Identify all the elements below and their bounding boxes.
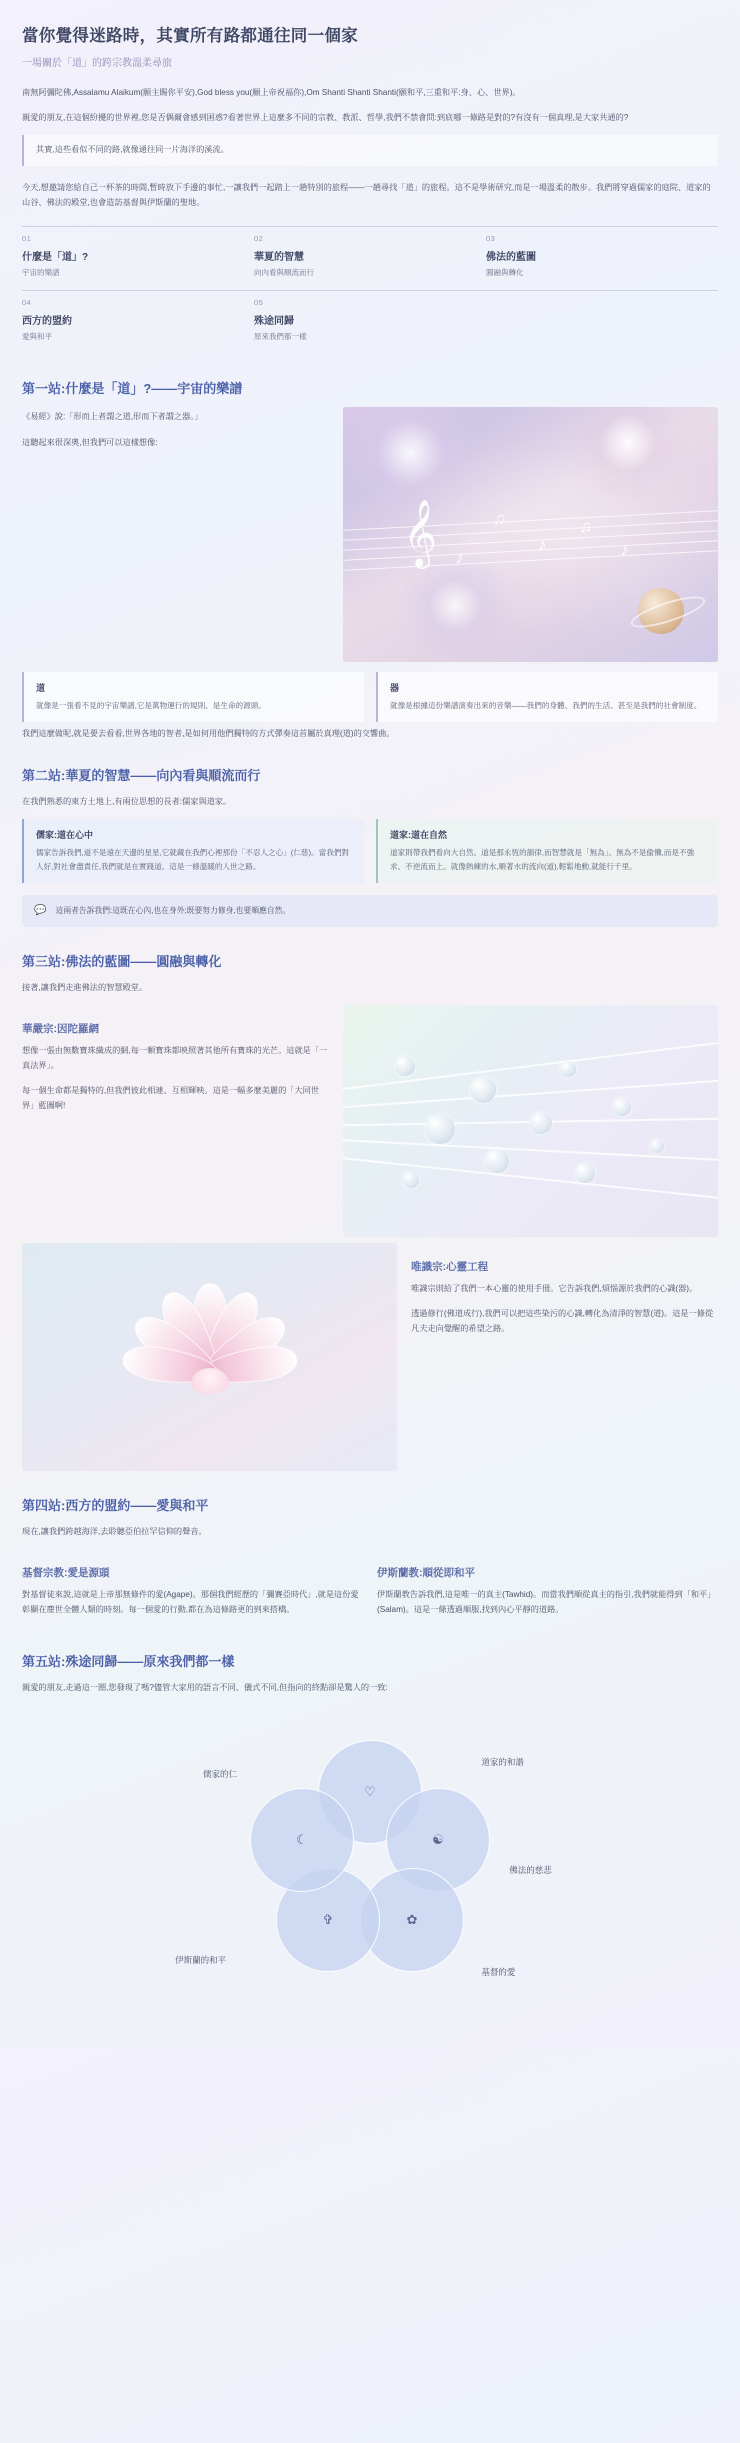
- weishi-text: [411, 1243, 718, 1347]
- pearl-icon: [560, 1061, 576, 1077]
- daoist-card-title: 道家:道在自然: [390, 830, 447, 841]
- confucian-card: [22, 819, 364, 882]
- petal-label-peace: 伊斯蘭的和平: [175, 1954, 227, 1965]
- net-wire: [343, 1079, 718, 1109]
- section-5-heading: 第五站:殊途同歸——原來我們都一樣: [22, 1654, 235, 1670]
- section-2-intro: 在我們熟悉的東方土地上,有兩位思想的長者:儒家與道家。: [22, 797, 232, 807]
- qi-card-title: 器: [390, 683, 400, 694]
- weishi-title: 唯識宗:心靈工程: [411, 1260, 489, 1273]
- huayan-paragraph-1: 想像一張由無數寶珠織成的網,每一顆寶珠都映照著其他所有寶珠的光芒。這就是「一真法界」。: [22, 1045, 328, 1071]
- music-note-icon: ♪: [455, 547, 464, 567]
- petal-label-ren: 儒家的仁: [202, 1768, 237, 1779]
- confucian-card-text: 儒家告訴我們,道不是遠在天邊的星星,它就藏在我們心裡那份「不忍人之心」(仁慈)。當我們對人好,對社會盡責任,我們就是在實踐道。這是一條溫暖的人世之路。: [36, 848, 350, 872]
- weishi-art: [22, 1243, 397, 1471]
- pearl-icon: [395, 1056, 415, 1076]
- yinyang-icon: ☯: [432, 1831, 444, 1847]
- pearl-icon: [575, 1163, 595, 1183]
- section-3-intro: 接著,讓我們走進佛法的智慧殿堂。: [22, 982, 148, 992]
- huayan-paragraph-2: 每一個生命都是獨特的,但我們彼此相連、互相輝映。這是一幅多麼美麗的「大同世界」藍圖啊!: [22, 1086, 320, 1111]
- daoist-card: [376, 819, 718, 882]
- station-title: 殊途同歸: [254, 316, 294, 328]
- station-desc: 宇宙的樂譜: [22, 268, 60, 278]
- section-1-text-line: 這聽起來很深奧,但我們可以這樣想像:: [22, 437, 158, 447]
- station-desc: 圓融與轉化: [486, 268, 524, 278]
- qi-card-text: 就像是根據這份樂譜演奏出來的音樂——我們的身體、我們的生活、甚至是我們的社會制度。: [390, 701, 702, 711]
- dao-card: [22, 672, 364, 722]
- music-note-icon: ♫: [492, 509, 506, 529]
- section-3-heading: 第三站:佛法的藍圖——圓融與轉化: [22, 953, 222, 969]
- weishi-paragraph-2: 透過修行(佛道成行),我們可以把這些染污的心識,轉化為清淨的智慧(道)。這是一條從凡夫走向覺醒的希望之路。: [411, 1309, 714, 1334]
- lotus-core: [191, 1368, 229, 1394]
- section-1-text: [22, 407, 329, 459]
- speech-bubble-icon: 💬: [34, 904, 47, 916]
- islam-paragraph: 伊斯蘭教告訴我們,這是唯一的真主(Tawhid)。而當我們順從真主的指引,我們就能得到「和平」(Salam)。這是一條透過順服,找到內心平靜的道路。: [377, 1590, 716, 1615]
- station-card-1: [22, 227, 254, 290]
- station-title: 華夏的智慧: [254, 252, 304, 264]
- section-1-split: [22, 407, 718, 662]
- section-5-intro: 親愛的朋友,走過這一圈,您發現了嗎?儘管大家用的語言不同、儀式不同,但指向的終點卻是驚人的一致:: [22, 1683, 388, 1693]
- christian-text: [22, 1549, 363, 1627]
- weishi-split: [22, 1243, 718, 1471]
- music-note-icon: ♪: [537, 534, 547, 554]
- station-card-3: [486, 227, 718, 290]
- lotus-illustration: [22, 1243, 397, 1471]
- station-card-4: [22, 291, 254, 354]
- qi-card: [376, 672, 718, 722]
- music-staff-icon: [343, 520, 718, 566]
- pearl-icon: [650, 1139, 664, 1153]
- station-row-2: [22, 290, 718, 354]
- unity-flower-diagram: [22, 1708, 718, 2008]
- section-1-quote: 《易經》說:「形而上者謂之道,形而下者謂之器。」: [22, 412, 203, 422]
- music-note-icon: ♫: [579, 517, 592, 537]
- petal-label-love: 基督的愛: [481, 1966, 516, 1977]
- section-1-cards: [22, 672, 718, 722]
- net-wire: [343, 1155, 718, 1199]
- pearl-icon: [403, 1172, 419, 1188]
- huayan-title: 華嚴宗:因陀羅網: [22, 1022, 99, 1035]
- flower-icon: ✿: [406, 1911, 418, 1927]
- christian-paragraph: 對基督徒來說,這就是上帝那無條件的愛(Agape)。那個我們經歷的「彌賽亞時代」,就是這份愛彰顯在塵世全體人類的時刻。每一個愛的行動,都在為這條路更的到來搭橋。: [22, 1590, 359, 1615]
- pearl-icon: [470, 1077, 496, 1103]
- islam-title: 伊斯蘭教:順從即和平: [377, 1567, 475, 1580]
- daoist-card-text: 道家則帶我們看向大自然。道是那永恆的韻律,而智慧就是「無為」。無為不是偷懶,而是不強求、不逆流而上。就像熱練的水,順著水的流向(道),輕鬆地動,就能行千里。: [390, 848, 695, 872]
- station-row-1: [22, 226, 718, 290]
- weishi-paragraph-1: 唯識宗則給了我們一本心靈的使用手冊。它告訴我們,煩惱源於我們的心識(器)。: [411, 1283, 698, 1293]
- confucian-card-title: 儒家:道在心中: [36, 830, 93, 841]
- heart-icon: ♡: [364, 1783, 376, 1799]
- section-2-cards: [22, 819, 718, 882]
- section-2-callout-text: 這兩者告訴我們:這既在心內,也在身外;既要努力修身,也要順應自然。: [55, 905, 291, 915]
- station-card-5: [254, 291, 486, 354]
- station-number: 03: [486, 234, 496, 244]
- section-4-heading: 第四站:西方的盟約——愛與和平: [22, 1497, 209, 1513]
- station-desc: 原來我們都一樣: [254, 332, 307, 342]
- station-title: 西方的盟約: [22, 316, 72, 328]
- station-overview-grid: [22, 226, 718, 354]
- petal-peace: [250, 1788, 354, 1892]
- station-card-2: [254, 227, 486, 290]
- dao-card-text: 就像是一張看不見的宇宙樂譜,它是萬物運行的規則、是生命的源頭。: [36, 701, 266, 711]
- section-2-callout: [22, 895, 718, 927]
- station-card-empty: [486, 291, 718, 354]
- station-title: 佛法的藍圖: [486, 252, 536, 264]
- pearl-icon: [613, 1098, 631, 1116]
- petal-label-compassion: 佛法的慈悲: [509, 1864, 552, 1875]
- station-number: 01: [22, 234, 32, 244]
- music-note-icon: ♪: [620, 540, 629, 560]
- galaxy-music-illustration: [343, 407, 718, 662]
- indras-net-illustration: [343, 1005, 718, 1237]
- station-number: 05: [254, 298, 264, 308]
- huayan-art: [343, 1005, 718, 1237]
- pearl-icon: [530, 1112, 552, 1134]
- station-title: 什麼是「道」?: [22, 252, 89, 264]
- intro-greeting: 南無阿彌陀佛,Assalamu Alaikum(願主賜你平安),God bless you(願上帝祝福你),Om Shanti Shanti Shanti(願和平,三重和平:身、心、世界)。: [22, 88, 521, 97]
- section-1-closing: 我們這麼做呢,就是要去看看,世界各地的智者,是如何用他們獨特的方式彈奏這首屬於真理(道)的交響曲。: [22, 729, 395, 739]
- page-title: 當你覺得迷路時，其實所有路都通往同一個家: [22, 27, 358, 45]
- dao-card-title: 道: [36, 683, 46, 694]
- pearl-icon: [425, 1114, 455, 1144]
- cross-icon: ✞: [322, 1911, 334, 1927]
- station-number: 02: [254, 234, 264, 244]
- station-number: 04: [22, 298, 32, 308]
- crescent-icon: ☾: [296, 1831, 308, 1847]
- huayan-split: [22, 1005, 718, 1237]
- petal-label-harmony: 道家的和諧: [481, 1756, 524, 1767]
- huayan-text: [22, 1005, 329, 1124]
- section-4-intro: 現在,讓我們跨越海洋,去聆聽亞伯拉罕信仰的聲音。: [22, 1526, 207, 1536]
- section-1-art: [343, 407, 718, 662]
- islam-text: [377, 1549, 718, 1627]
- intro-quote: 其實,這些看似不同的路,就像通往同一片海洋的溪流。: [22, 135, 718, 166]
- page-subtitle: 一場關於「道」的跨宗教溫柔尋旅: [22, 58, 172, 69]
- section-2-heading: 第二站:華夏的智慧——向內看與順流而行: [22, 768, 261, 784]
- treble-clef-icon: 𝄞: [402, 500, 438, 566]
- section-1-heading: 第一站:什麼是「道」?——宇宙的樂譜: [22, 381, 243, 397]
- station-desc: 愛與和平: [22, 332, 52, 342]
- pearl-icon: [485, 1149, 509, 1173]
- station-desc: 向內看與順流而行: [254, 268, 314, 278]
- section-4-split: [22, 1549, 718, 1627]
- intro-paragraph-2: 今天,想邀請您給自己一杯茶的時間,暫時放下手邊的事忙,一讓我們一起踏上一趟特別的旅程——一趟尋找「道」的旅程。這不是學術研究,而是一場溫柔的散步。我們將穿過儒家的庭院、道家的山谷、佛法的殿堂,也會造訪基督與伊斯蘭的聖地。: [22, 183, 711, 208]
- christian-title: 基督宗教:愛是源頭: [22, 1567, 110, 1580]
- intro-paragraph-1: 親愛的朋友,在這個紛擾的世界裡,您是否偶爾會感到困惑?看著世界上這麼多不同的宗教、教派、哲學,我們不禁會問:到底哪一條路是對的?有沒有一個真理,是大家共通的?: [22, 113, 629, 123]
